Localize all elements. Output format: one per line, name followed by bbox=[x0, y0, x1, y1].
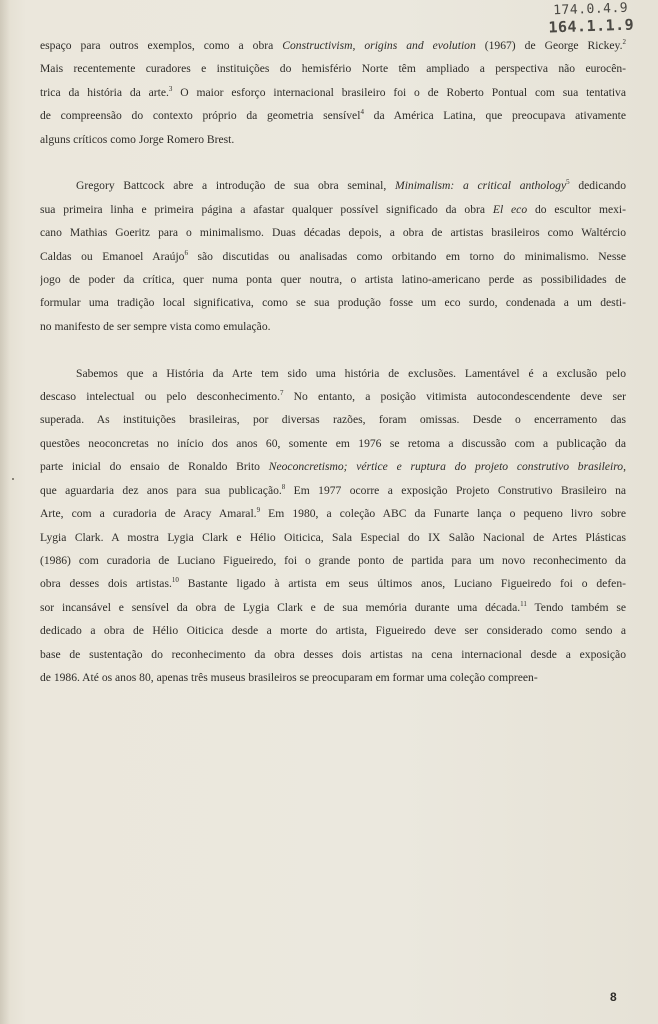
text-line bbox=[40, 385, 626, 408]
text-run: Lygia Clark. A mostra Lygia Clark e Hélio Oiticica, Sala Especial do IX Salão Nacional de Artes Plásticas bbox=[40, 530, 626, 544]
footnote-marker[interactable]: 8 bbox=[281, 482, 286, 491]
handwritten-catalog-number bbox=[545, 0, 636, 35]
text-run: base de sustentação do reconhecimento da obra desses dois artistas na cena internacional desde a exposição bbox=[40, 647, 626, 661]
text-run: (1986) com curadoria de Luciano Figueiredo, foi o grande ponto de partida para um novo reconhecimento da bbox=[40, 553, 626, 567]
text-line bbox=[40, 57, 626, 80]
text-run: do escultor mexi- bbox=[527, 202, 626, 216]
text-run: Gregory Battcock abre a introdução de sua obra seminal, bbox=[76, 179, 396, 193]
footnote-marker[interactable]: 2 bbox=[622, 38, 626, 46]
text-run: Caldas ou Emanoel Araújo bbox=[40, 249, 185, 263]
text-run: espaço para outros exemplos, como a obra bbox=[40, 39, 283, 52]
footnote-marker[interactable]: 7 bbox=[279, 389, 284, 398]
text-run: Mais recentemente curadores e instituições do hemisfério Norte têm ampliado a perspectiva não eurocên- bbox=[40, 62, 626, 76]
text-line bbox=[40, 455, 626, 478]
italic-title: Constructivism, origins and evolution bbox=[282, 39, 476, 52]
page-number: 8 bbox=[610, 990, 617, 1004]
handwritten-line-1: 174.0.4.9 bbox=[552, 0, 629, 19]
text-line bbox=[40, 666, 626, 689]
text-line bbox=[40, 596, 626, 619]
footnote-marker[interactable]: 5 bbox=[566, 178, 570, 187]
text-run: de compreensão do contexto próprio da geometria sensível bbox=[40, 109, 361, 123]
text-line bbox=[40, 643, 626, 666]
paragraph bbox=[40, 34, 626, 151]
text-run: Arte, com a curadoria de Aracy Amaral. bbox=[40, 507, 257, 521]
text-run: No entanto, a posição vitimista autocondescendente deve ser bbox=[283, 390, 626, 404]
text-line bbox=[40, 408, 626, 431]
text-line bbox=[40, 619, 626, 642]
text-line bbox=[40, 572, 626, 595]
text-line bbox=[40, 502, 626, 525]
text-run: Em 1980, a coleção ABC da Funarte lança o pequeno livro sobre bbox=[260, 507, 626, 521]
paragraph-gap bbox=[40, 338, 626, 361]
text-run: cano Mathias Goeritz para o minimalismo. Duas décadas depois, a obra de artistas brasileiros como Waltércio bbox=[40, 226, 626, 240]
text-line bbox=[40, 245, 626, 268]
text-line bbox=[40, 315, 626, 338]
text-run: no manifesto de ser sempre vista como emulação. bbox=[40, 319, 271, 333]
text-run: dedicado a obra de Hélio Oiticica desde a morte do artista, Figueiredo deve ser considerado como sendo a bbox=[40, 624, 626, 638]
footnote-marker[interactable]: 6 bbox=[184, 248, 188, 257]
text-line bbox=[40, 432, 626, 455]
text-run: Sabemos que a História da Arte tem sido uma história de exclusões. Lamentável é a exclusão pelo bbox=[76, 366, 626, 380]
italic-title: El eco bbox=[492, 202, 528, 216]
text-run: sua primeira linha e primeira página a afastar qualquer possível significado da obra bbox=[40, 202, 493, 216]
text-run: alguns críticos como Jorge Romero Brest. bbox=[40, 132, 235, 146]
text-run: Tendo também se bbox=[526, 600, 626, 614]
text-line bbox=[40, 198, 626, 221]
body-text bbox=[40, 34, 626, 689]
text-line bbox=[40, 549, 626, 572]
text-line bbox=[40, 81, 626, 104]
footnote-marker[interactable]: 4 bbox=[360, 108, 364, 117]
text-line bbox=[40, 104, 626, 127]
text-line bbox=[40, 174, 626, 197]
text-run: sor incansável e sensível da obra de Lygia Clark e de sua memória durante uma década. bbox=[40, 600, 521, 614]
text-line bbox=[40, 479, 626, 502]
text-run: questões neoconcretas no início dos anos 60, somente em 1976 se retoma a discussão com a publicação da bbox=[40, 436, 626, 450]
text-run: da América Latina, que preocupava ativamente bbox=[363, 109, 626, 123]
text-run: descaso intelectual ou pelo desconhecimento. bbox=[40, 390, 280, 404]
italic-title: Minimalism: a critical anthology bbox=[395, 179, 567, 193]
footnote-marker[interactable]: 9 bbox=[256, 506, 261, 515]
text-run: obra desses dois artistas. bbox=[40, 577, 172, 591]
text-run: (1967) de George Rickey. bbox=[475, 39, 623, 52]
text-run: superada. As instituições brasileiras, por diversas razões, foram omissas. Desde o encerramento das bbox=[40, 413, 626, 427]
text-run: , bbox=[623, 460, 626, 474]
italic-title: Neoconcretismo; vértice e ruptura do projeto construtivo brasileiro bbox=[268, 460, 624, 474]
text-line bbox=[40, 221, 626, 244]
text-run: dedicando bbox=[569, 179, 626, 193]
text-run: jogo de poder da crítica, quer numa ponta quer noutra, o artista latino-americano perde as possibilidades de bbox=[40, 273, 626, 287]
text-line bbox=[40, 128, 626, 151]
text-run: trica da história da arte. bbox=[40, 85, 169, 99]
text-run: O maior esforço internacional brasileiro foi o de Roberto Pontual com sua tentativa bbox=[172, 85, 626, 99]
text-line bbox=[40, 34, 626, 57]
text-run: que aguardaria dez anos para sua publicação. bbox=[40, 483, 282, 497]
footnote-marker[interactable]: 11 bbox=[520, 599, 527, 608]
footnote-marker[interactable]: 10 bbox=[171, 576, 179, 585]
text-run: Em 1977 ocorre a exposição Projeto Construtivo Brasileiro na bbox=[285, 483, 626, 497]
text-line bbox=[40, 362, 626, 385]
text-line bbox=[40, 291, 626, 314]
paragraph-gap bbox=[40, 151, 626, 174]
paragraph bbox=[40, 362, 626, 690]
footnote-marker[interactable]: 3 bbox=[168, 84, 173, 93]
text-run: Bastante ligado à artista em seus últimos anos, Luciano Figueiredo foi o defen- bbox=[178, 577, 626, 591]
text-run: são discutidas ou analisadas como orbitando em torno do minimalismo. Nesse bbox=[187, 249, 626, 263]
text-line bbox=[40, 268, 626, 291]
text-run: parte inicial do ensaio de Ronaldo Brito bbox=[40, 460, 269, 474]
paragraph bbox=[40, 174, 626, 338]
text-run: de 1986. Até os anos 80, apenas três museus brasileiros se preocuparam em formar uma coleção compreen- bbox=[40, 670, 538, 684]
text-line bbox=[40, 526, 626, 549]
text-run: formular uma tradição local significativa, como se sua produção fosse um eco surdo, condenada a um desti- bbox=[40, 296, 626, 310]
page-edge-shadow bbox=[0, 0, 10, 1024]
handwritten-line-2: 164.1.1.9 bbox=[548, 15, 635, 37]
paper-speck bbox=[12, 478, 14, 480]
